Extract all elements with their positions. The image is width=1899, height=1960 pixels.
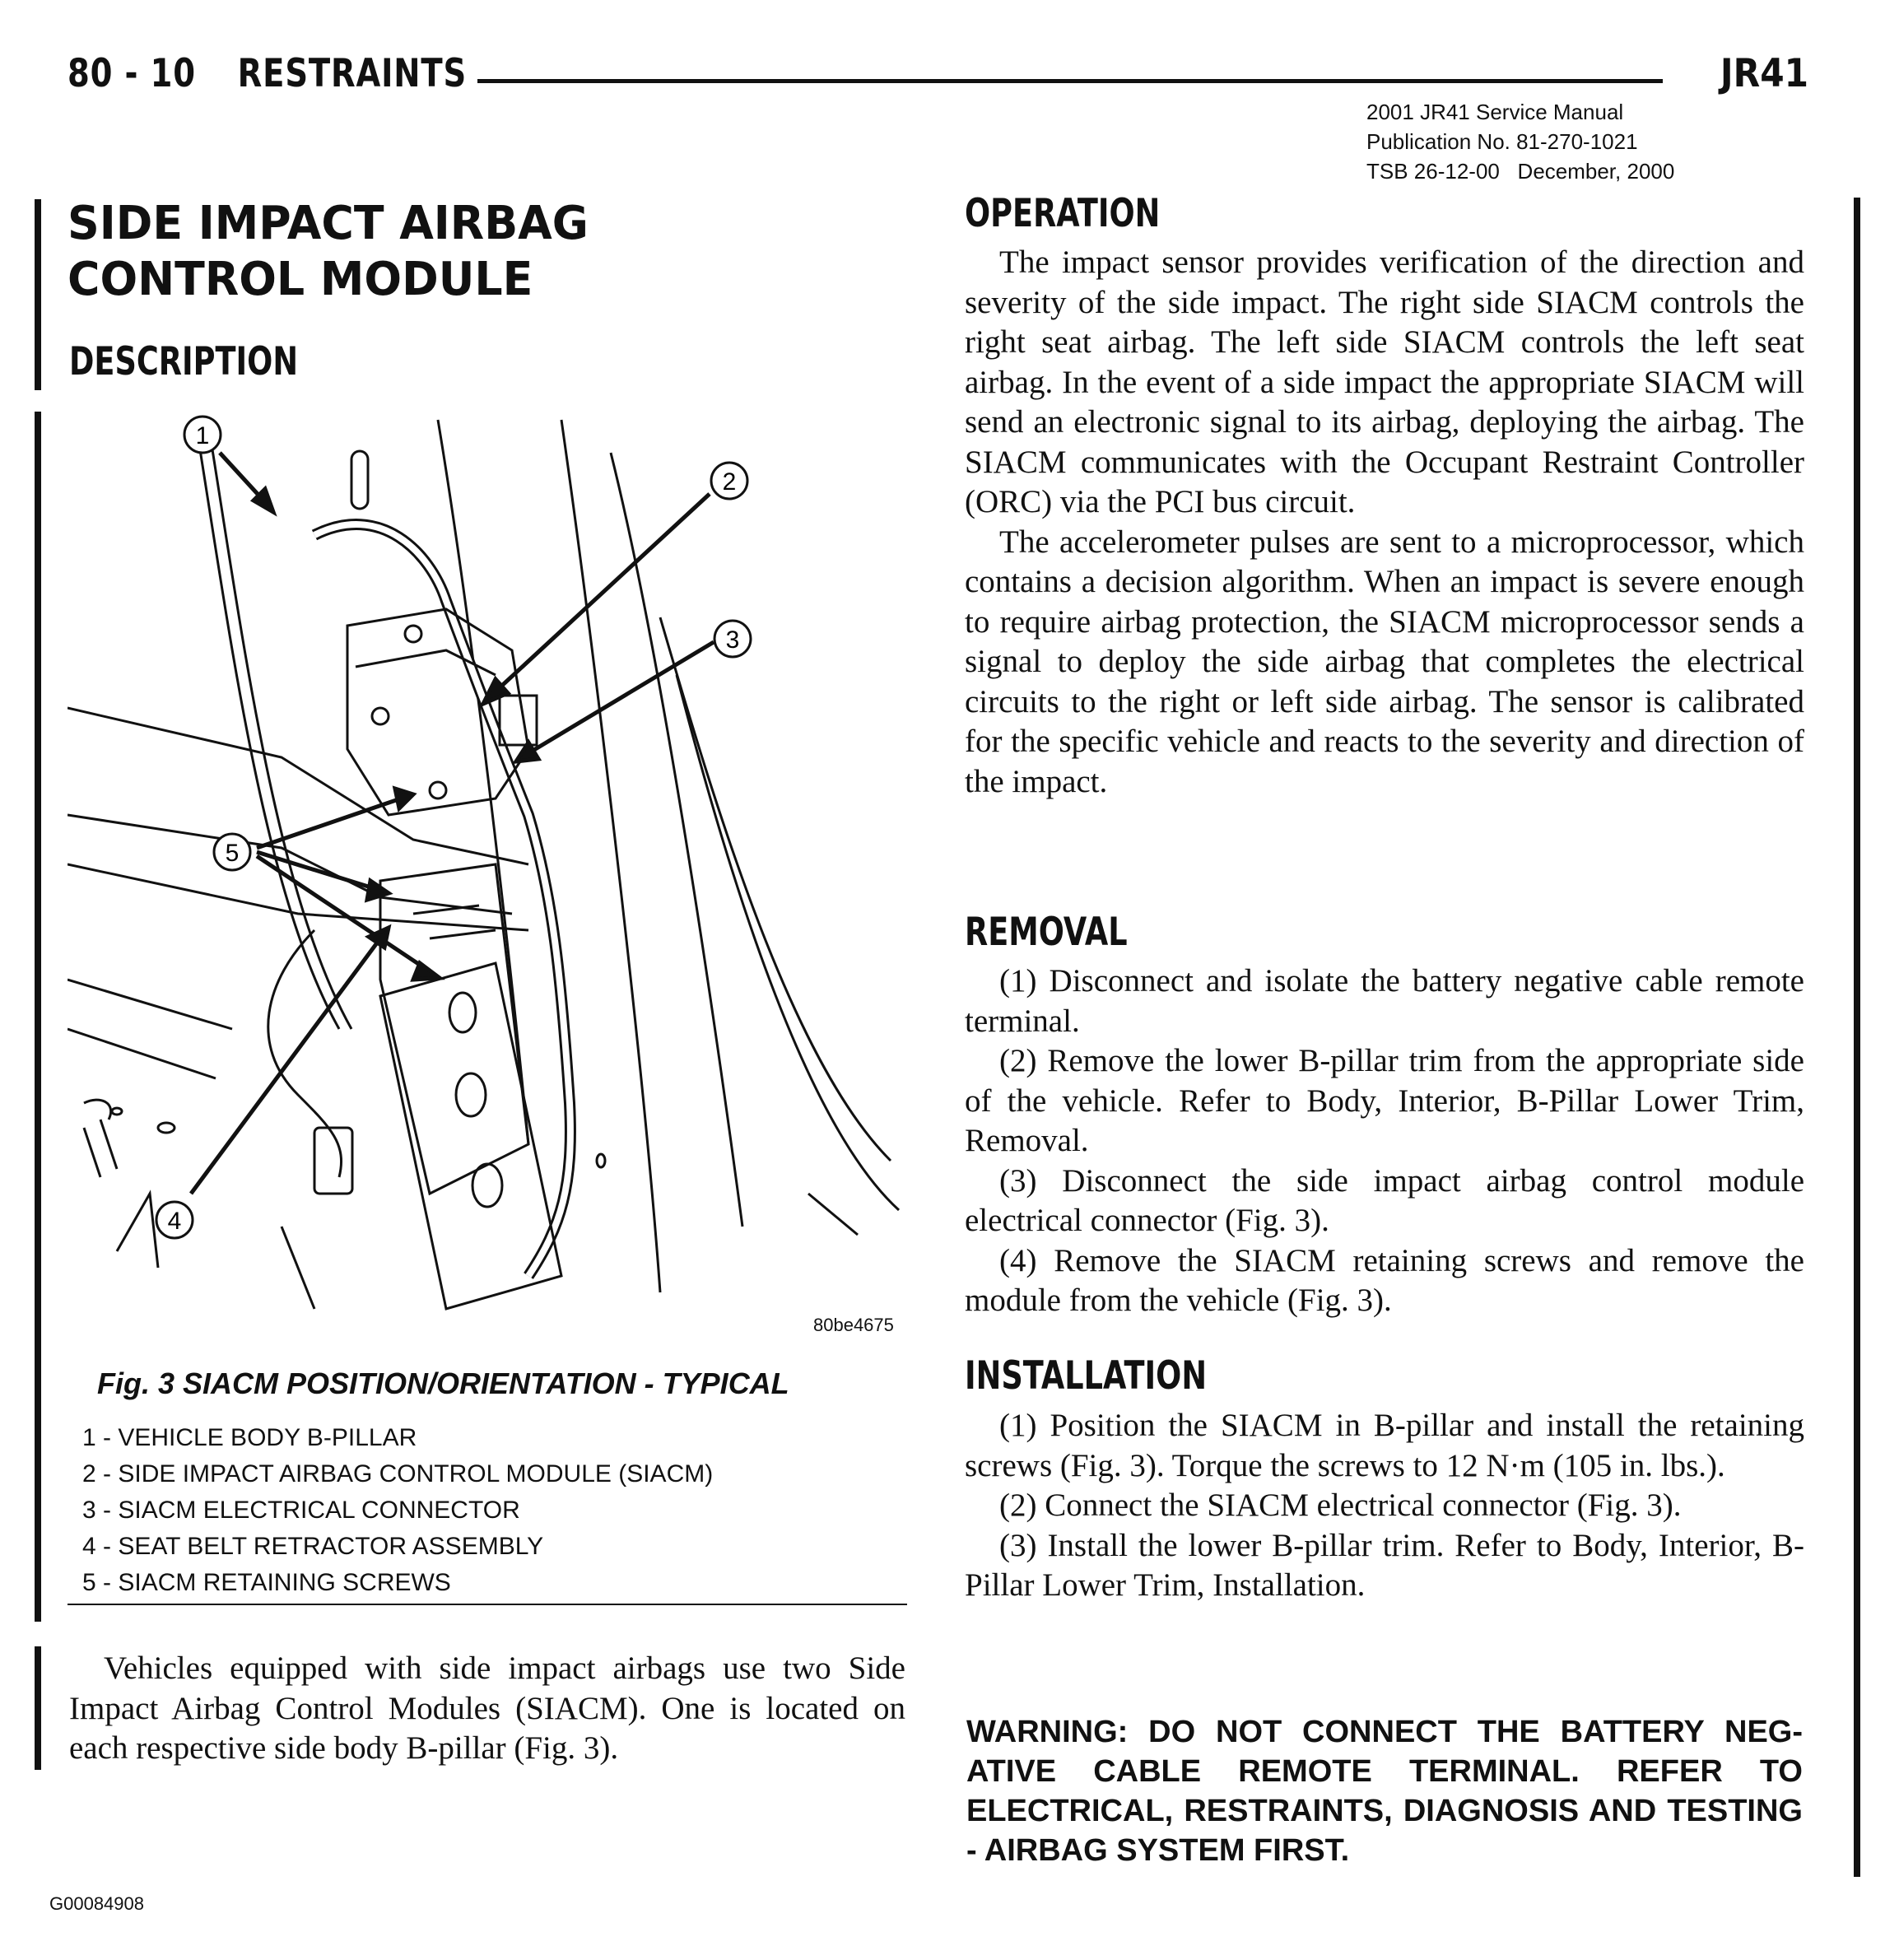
header-rule xyxy=(477,79,1663,83)
model-code: JR41 xyxy=(1720,51,1808,96)
callout-label: 1 xyxy=(195,422,210,449)
publication-line: 2001 JR41 Service Manual xyxy=(1366,100,1624,124)
removal-steps xyxy=(965,961,1804,1321)
change-bar xyxy=(35,199,41,390)
operation-body xyxy=(965,243,1804,802)
figure-caption: Fig. 3 SIACM POSITION/ORIENTATION - TYPICAL xyxy=(97,1366,789,1400)
publication-line: Publication No. 81-270-1021 xyxy=(1366,129,1638,154)
page-header-left xyxy=(67,51,467,96)
installation-step: (3) Install the lower B-pillar trim. Refer to Body, Interior, B-Pillar Lower Trim, Installation. xyxy=(965,1527,1804,1603)
removal-step: (1) Disconnect and isolate the battery negative cable remote terminal. xyxy=(965,963,1804,1039)
installation-steps xyxy=(965,1406,1804,1606)
change-bar xyxy=(35,1646,41,1770)
page-title xyxy=(67,196,589,308)
legend-item: 1 - VEHICLE BODY B-PILLAR xyxy=(82,1424,417,1451)
section-name: RESTRAINTS xyxy=(237,51,468,96)
operation-paragraph: The impact sensor provides verification of the direction and severity of the side impact. The right side SIACM controls the right seat airbag. The left side SIACM controls the left seat airbag. In the event of a side impact the appropriate SIACM will send an electronic signal to its airbag, deploying the airbag. The SIACM communicates with the Occupant Restraint Controller (ORC) via the PCI bus circuit. xyxy=(965,244,1804,519)
siacm-illustration xyxy=(67,403,907,1334)
title-line: SIDE IMPACT AIRBAG xyxy=(67,197,589,250)
page-number: 80 - 10 xyxy=(67,51,196,96)
legend-item: 2 - SIDE IMPACT AIRBAG CONTROL MODULE (SIACM) xyxy=(82,1460,714,1487)
callout-label: 5 xyxy=(225,840,240,867)
legend-item: 3 - SIACM ELECTRICAL CONNECTOR xyxy=(82,1497,520,1524)
installation-step: (1) Position the SIACM in B-pillar and install the retaining screws (Fig. 3). Torque the screws to 12 N·m (105 in. lbs.). xyxy=(965,1408,1804,1483)
change-bar xyxy=(1854,198,1860,1877)
change-bar xyxy=(35,412,41,1622)
callout-label: 3 xyxy=(725,626,740,654)
legend-divider xyxy=(67,1604,907,1605)
document-id: G00084908 xyxy=(49,1893,144,1914)
legend-item: 5 - SIACM RETAINING SCREWS xyxy=(82,1569,451,1596)
description-text: Vehicles equipped with side impact airbags use two Side Impact Airbag Control Modules (SIACM). One is located on each respective side body B-pillar (Fig. 3). xyxy=(69,1650,905,1766)
callout-label: 2 xyxy=(722,468,737,496)
installation-step: (2) Connect the SIACM electrical connector (Fig. 3). xyxy=(999,1487,1682,1523)
removal-step: (3) Disconnect the side impact airbag control module electrical connector (Fig. 3). xyxy=(965,1162,1804,1238)
description-heading: DESCRIPTION xyxy=(69,339,299,384)
installation-heading: INSTALLATION xyxy=(965,1353,1207,1399)
warning-text: WARNING: DO NOT CONNECT THE BATTERY NEGATIVE CABLE REMOTE TERMINAL. REFER TO ELECTRICAL, RESTRAINTS, DIAGNOSIS AND TESTING - AIRBAG SYSTEM FIRST. xyxy=(966,1715,1803,1868)
callout-label: 4 xyxy=(167,1208,182,1235)
removal-step: (4) Remove the SIACM retaining screws and remove the module from the vehicle (Fig. 3). xyxy=(965,1242,1804,1318)
figure-code: 80be4675 xyxy=(813,1315,894,1335)
publication-line: TSB 26-12-00 December, 2000 xyxy=(1366,159,1675,184)
removal-heading: REMOVAL xyxy=(965,910,1128,955)
publication-info xyxy=(1366,97,1674,186)
operation-heading: OPERATION xyxy=(965,191,1161,236)
removal-step: (2) Remove the lower B-pillar trim from the appropriate side of the vehicle. Refer to Body, Interior, B-Pillar Lower Trim, Removal. xyxy=(965,1043,1804,1158)
figure-legend xyxy=(82,1420,713,1601)
operation-paragraph: The accelerometer pulses are sent to a microprocessor, which contains a decision algorithm. When an impact is severe enough to require airbag protection, the SIACM microprocessor sends a signal to deploy the side airbag that completes the electrical circuits to the right or left side airbag. The sensor is calibrated for the specific vehicle and reacts to the severity and direction of the impact. xyxy=(965,524,1804,799)
title-line: CONTROL MODULE xyxy=(67,253,533,306)
legend-item: 4 - SEAT BELT RETRACTOR ASSEMBLY xyxy=(82,1533,544,1560)
b-pillar-drawing xyxy=(67,403,907,1334)
